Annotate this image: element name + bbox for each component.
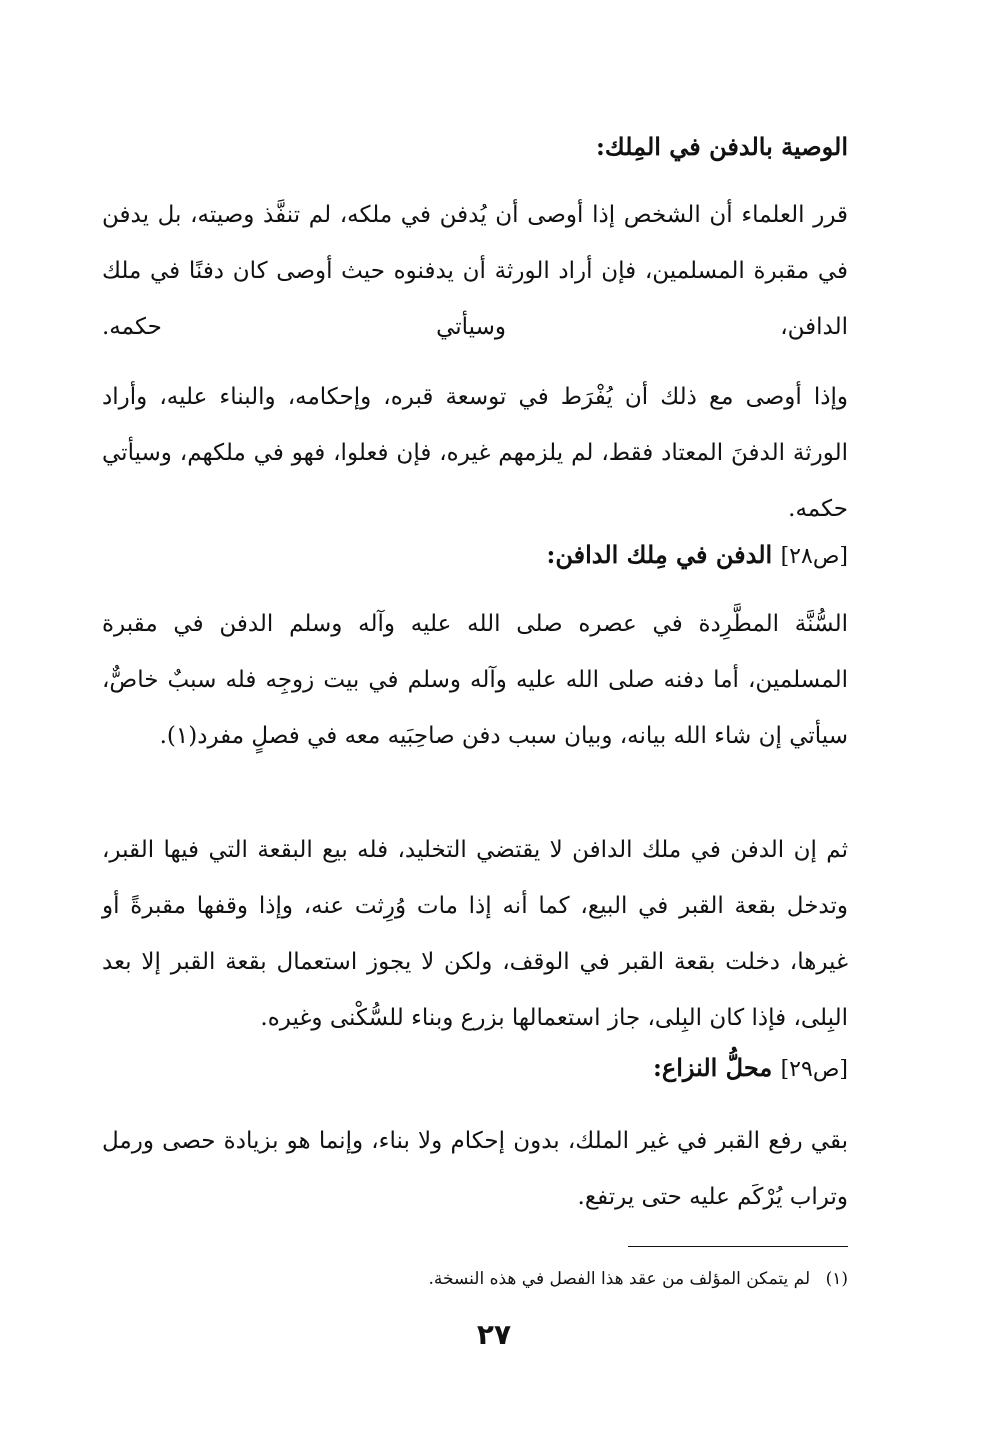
- paragraph-bequest-1: قرر العلماء أن الشخص إذا أوصى أن يُدفن في ملكه، لم تنفَّذ وصيته، بل يدفن في مقبرة المسلمين، فإن أراد الورثة أن يدفنوه حيث أوصى كان دفنًا في ملك الدافن، وسيأتي حكمه.: [102, 202, 848, 340]
- section-heading-title: محلُّ النزاع:: [653, 1053, 773, 1082]
- section-heading-point-of-dispute: [653, 1054, 848, 1083]
- page-reference-marker: [ص٢٨]: [780, 544, 848, 569]
- paragraph-sunnah-burial: السُّنَّة المطَّرِدة في عصره صلى الله عليه وآله وسلم الدفن في مقبرة المسلمين، أما دفنه صلى الله عليه وآله وسلم في بيت زوجِه فله سببٌ خاصٌّ، سيأتي إن شاء الله بيانه، وبيان سبب دفن صاحِبَيه معه في فصلٍ مفرد(١).: [102, 611, 848, 749]
- paragraph-no-perpetuity: ثم إن الدفن في ملك الدافن لا يقتضي التخليد، فله بيع البقعة التي فيها القبر، وتدخل بقعة القبر في البيع، كما أنه إذا مات وُرِثت عنه، وإذا وقفها مقبرةً أو غيرها، دخلت بقعة القبر في الوقف، ولكن لا يجوز استعمال بقعة القبر إلا بعد البِلى، فإذا كان البِلى، جاز استعمالها بزرع وبناء للسُّكْنى وغيره.: [102, 837, 848, 1031]
- section-heading-title: الوصية بالدفن في المِلك:: [596, 132, 848, 161]
- section-heading-bequest-burial: [596, 133, 848, 162]
- paragraph-raising-grave: بقي رفع القبر في غير الملك، بدون إحكام ولا بناء، وإنما هو بزيادة حصى ورمل وتراب يُرْكَم عليه حتى يرتفع.: [102, 1128, 848, 1210]
- footnote-divider: [628, 1246, 848, 1247]
- footnote-text: لم يتمكن المؤلف من عقد هذا الفصل في هذه النسخة.: [428, 1269, 811, 1289]
- section-heading-title: الدفن في مِلك الدافن:: [546, 540, 773, 569]
- section-heading-burial-in-owner-property: [546, 541, 848, 570]
- page-reference-marker: [ص٢٩]: [780, 1057, 848, 1082]
- page-number: ٢٧: [476, 1318, 512, 1351]
- footnote: [429, 1268, 849, 1290]
- footnote-number: (١): [825, 1269, 848, 1289]
- paragraph-bequest-2: وإذا أوصى مع ذلك أن يُفْرَط في توسعة قبره، وإحكامه، والبناء عليه، وأراد الورثة الدفنَ المعتاد فقط، لم يلزمهم غيره، فإن فعلوا، فهو في ملكهم، وسيأتي حكمه.: [102, 384, 848, 522]
